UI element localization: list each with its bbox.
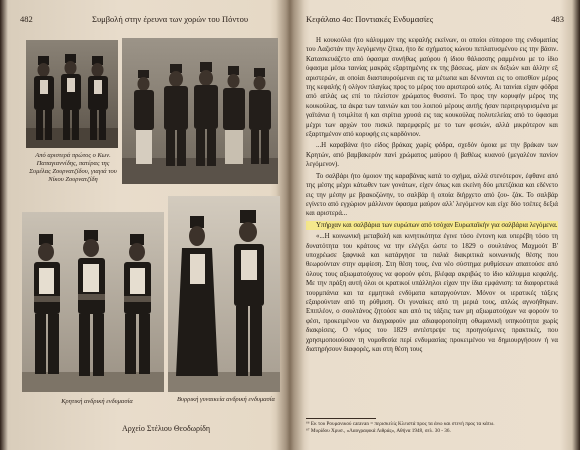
right-page-number: 483 [551, 14, 564, 24]
footnote-66: ⁶⁶ Εκ του Ρουμανικού caravan = περισκελίς Κλειστά προς τα άνω και στενή προς τα κάτω. [306, 421, 495, 427]
photo-couple-image [168, 196, 280, 392]
left-running-head: Συμβολή στην έρευνα των χορών του Πόντου [92, 14, 249, 24]
photo-costume-men-caption: Κρητική ανδρική ενδυμασία [61, 398, 133, 405]
left-page-header [20, 14, 276, 28]
paragraph-karavana: ...Η καραβάνα ήτο είδος βράκας χωρίς φόδρα, σχεδόν όμοια με την βράκαν των Κρητών, από βαμβακερόν πανί χρώματος μαύρου ή βαθέως κυανού (μεγαλέον πανίον λεγόμενον). [306, 142, 558, 169]
photo-group [122, 38, 278, 184]
left-page-number: 482 [20, 14, 33, 24]
photo-couple-caption: Βυρρική γυναικεία ανδρική ενδυμασία [177, 396, 275, 403]
left-page [12, 0, 280, 450]
right-running-head: Κεφάλαιο 4ο: Ποντιακές Ενδυμασίες [306, 14, 434, 24]
archive-credit: Αρχείο Στέλιου Θεοδωρίδη [122, 424, 211, 433]
paragraph-kukula: Η κουκούλα ήτο κάλυμμαν της κεφαλής εκείνων, οι οποίοι εύπορου της ενδυματίας του Λαζιστάν την λεγόμενην ζίτκα, ήτο δε σχήματος κώνου πεπλατυσμένου εις την βάσιν. Κατασκευάζετο από ύφασμα συνήθως μαύρου ή ίδιου θάλασσης ραμμένου με το ίδιο ύφασμα μέσω ταινίας μακράς εξαρτημένης εκ της βάσεως, μίαν εκ δεξιών και άλλην εξ αριστερών, αι οποίαι διασταυρούμεναι εις τα μέτωπα και δένονται εις το οπισθίον μέρος της κεφαλής ή ολίγον πλαγίως προς το μέρος του αριστερού ωτός. Αι ταινίαι είχαν φόδρα από απλάς ως επί το πλείστον χρώματος θυσσινί. Το προς την κορυφήν μέρος της κουκούλας, τα άκρα των ταινιών και του λοιπού μέρους αυτής ήσαν περιτριγυρισμένα με γαϊτάνια ή τσιμλίτα ή και σιρίτια χρυσά εις τας κουκούλας πολυτελείας από το ύφασμα μέχρι των αρχών του πισκιλ παρεμφερές με το των φεσιών, αλλά μικρότερον και εξαρτημένον από κορυφής εις καρδόνιον. [306, 37, 558, 139]
footnote-rule [306, 418, 376, 419]
right-page [300, 0, 570, 450]
right-page-header [306, 14, 564, 28]
paragraph-salvari: Το σαλβάρι ήτο όμοιον της καραβάνας κατά το σχήμα, αλλά στενότερον, έφθανε από της μέσης μέχρι κάτωθεν των γονάτων, είχεν όπως και εκείνη δύο μπετζάκια και εδένετο εις την μέσην με βρακοζώνην, το σαλβάρ ή οποία διήρχετο από ζου- ζάκ. Το σαλβάρ εγίνετο από εγχώριον μάλλινον ύφασμα μαύρον αλλ' λεγόμενον και είχε δύο τσέπες δεξιά και αριστερά... [306, 172, 558, 218]
photo-three-men-caption: Από αριστερά πρώτος ο Κων. Παπαγιαννίδης, πατέρας της Συμέλας Ζουρνατζίδου, γιαγιά του Νίκου Ζουρνατζίδη [29, 152, 117, 183]
photo-costume-men-image [22, 212, 164, 392]
footnote-67: ⁶⁷ Μυρίδου Χρυσ., «Λαογραφικά Λιθράς», Αθήνα 1948, σελ. 30 - 36. [306, 428, 451, 434]
photo-three-men [26, 40, 118, 148]
paragraph-salvaria-europe: Υπήρχαν και σαλβάρια των ευρώπων από τσόχαν Ευρωπαϊκήν για σαλβάρια λεγόμενα. [306, 221, 558, 230]
footnotes [306, 421, 558, 435]
photo-group-image [122, 38, 278, 184]
photo-costume-men [22, 212, 164, 392]
photo-three-men-image [26, 40, 118, 148]
photo-couple [168, 196, 280, 392]
body-text [306, 36, 558, 354]
paragraph-quote-1829: «...Η κοινωνική μεταβολή και κινητικότητα έγινε τόσο έντονη και υπερέβη τόσο τη δυνατότητα του κράτους να την ελέγξει ώστε το 1829 ο σουλτάνος Μαχμούτ Β' υποχρέωσε ξαφνικά και κατάργησε τα παλιά διακριτικά κοινωνικής θέσης που θεωρούνταν στην αμφίεση. Στη θέση τους, ένα νέο σύστημα ρυθμίσεων απαιτούσε από όλους τους αξιωματούχους να φορούν φέσι, βλέφαρ ακριβώς το ίδιο κάλυμμα κεφαλής. Με την πράξη αυτή όλοι οι κρατικοί υπάλληλοι είχαν την ίδια εμφάνιση: τα διαφορετικά τουρμπάνια και τα εμμητικά ενδύματα καταργούνταν. Μόνον οι ιερατικές τάξεις εξαιρούνταν από τη ρύθμιση. Οι γυναίκες από τη μεριά τους, απλώς αγνοήθηκαν. Επιπλέον, ο σουλτάνος ζητούσε και από τις τάξεις των μη αξιωματούχων να φορούν το φέσι, προκειμένου να διαγραφούν μια αδιαφοροποίητη οθωμανική υπηκοότητα χωρίς διακρίσεις. Ο νόμος του 1829 αντέστρεψε τις προηγούμενες πρακτικές, που χρησιμοποιούσαν τη νομοθεσία περί ενδυμασίας προκειμένου να δημιουργήσουν ή να διατηρήσουν διαφορές, και στη θέση τους [306, 233, 558, 353]
